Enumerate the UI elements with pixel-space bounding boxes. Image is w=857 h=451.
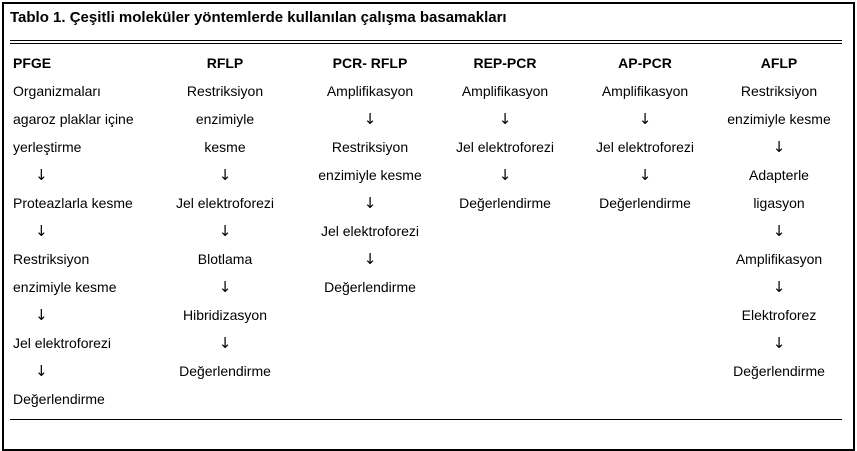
step-text: Elektroforez <box>741 307 817 323</box>
arrow-down-icon: ↓ <box>772 334 786 352</box>
step-text: Amplifikasyon <box>326 83 414 99</box>
step-text: kesme <box>204 139 246 155</box>
step-text: Blotlama <box>197 251 253 267</box>
arrow-down-icon: ↓ <box>218 334 232 352</box>
column-header-rep-pcr: REP-PCR <box>473 55 537 71</box>
table-title: Tablo 1. Çeşitli moleküler yöntemlerde kullanılan çalışma basamakları <box>10 9 507 26</box>
arrow-down-icon: ↓ <box>772 138 786 156</box>
arrow-down-icon: ↓ <box>363 250 377 268</box>
step-text: Amplifikasyon <box>461 83 549 99</box>
step-text: Jel elektroforezi <box>175 195 275 211</box>
step-text: Adapterle <box>749 167 809 183</box>
step-text: Değerlendirme <box>13 391 105 407</box>
column-rep-pcr <box>440 83 570 223</box>
column-ap-pcr <box>580 83 710 223</box>
step-text: Değerlendirme <box>459 195 551 211</box>
step-text: Jel elektroforezi <box>595 139 695 155</box>
step-text: Amplifikasyon <box>735 251 823 267</box>
arrow-down-icon: ↓ <box>363 110 377 128</box>
arrow-down-icon: ↓ <box>638 166 652 184</box>
arrow-down-icon: ↓ <box>638 110 652 128</box>
step-text: enzimiyle <box>195 111 255 127</box>
step-text: Değerlendirme <box>324 279 416 295</box>
arrow-down-icon: ↓ <box>35 166 48 184</box>
column-pcr-rflp <box>300 83 440 307</box>
step-text: Jel elektroforezi <box>320 223 420 239</box>
step-text: ligasyon <box>753 195 805 211</box>
step-text: Değerlendirme <box>179 363 271 379</box>
column-pfge <box>13 83 163 419</box>
step-text: Hibridizasyon <box>182 307 268 323</box>
arrow-down-icon: ↓ <box>35 222 48 240</box>
header-rule-top <box>10 40 842 41</box>
step-text: agaroz plaklar içine <box>13 111 134 127</box>
step-text: Restriksiyon <box>186 83 264 99</box>
step-text: Jel elektroforezi <box>455 139 555 155</box>
column-header-ap-pcr: AP-PCR <box>618 55 672 71</box>
step-text: enzimiyle kesme <box>13 279 117 295</box>
step-text: Restriksiyon <box>331 139 409 155</box>
column-rflp <box>160 83 290 391</box>
arrow-down-icon: ↓ <box>35 362 48 380</box>
arrow-down-icon: ↓ <box>35 306 48 324</box>
column-header-pfge: PFGE <box>13 55 52 71</box>
table-bottom-rule <box>10 419 842 420</box>
step-text: yerleştirme <box>13 139 82 155</box>
step-text: enzimiyle kesme <box>318 167 422 183</box>
arrow-down-icon: ↓ <box>772 278 786 296</box>
step-text: Jel elektroforezi <box>13 335 112 351</box>
arrow-down-icon: ↓ <box>498 166 512 184</box>
column-header-aflp: AFLP <box>760 55 798 71</box>
column-aflp <box>714 83 844 391</box>
arrow-down-icon: ↓ <box>772 222 786 240</box>
step-text: Restriksiyon <box>13 251 90 267</box>
step-text: enzimiyle kesme <box>727 111 831 127</box>
column-header-pcr-rflp: PCR- RFLP <box>332 55 408 71</box>
arrow-down-icon: ↓ <box>218 278 232 296</box>
arrow-down-icon: ↓ <box>498 110 512 128</box>
step-text: Organizmaları <box>13 83 101 99</box>
step-text: Proteazlarla kesme <box>13 195 133 211</box>
step-text: Amplifikasyon <box>601 83 689 99</box>
arrow-down-icon: ↓ <box>218 222 232 240</box>
column-header-rflp: RFLP <box>206 55 244 71</box>
step-text: Değerlendirme <box>733 363 825 379</box>
arrow-down-icon: ↓ <box>218 166 232 184</box>
header-rule-bottom <box>10 43 842 44</box>
step-text: Restriksiyon <box>740 83 818 99</box>
step-text: Değerlendirme <box>599 195 691 211</box>
arrow-down-icon: ↓ <box>363 194 377 212</box>
